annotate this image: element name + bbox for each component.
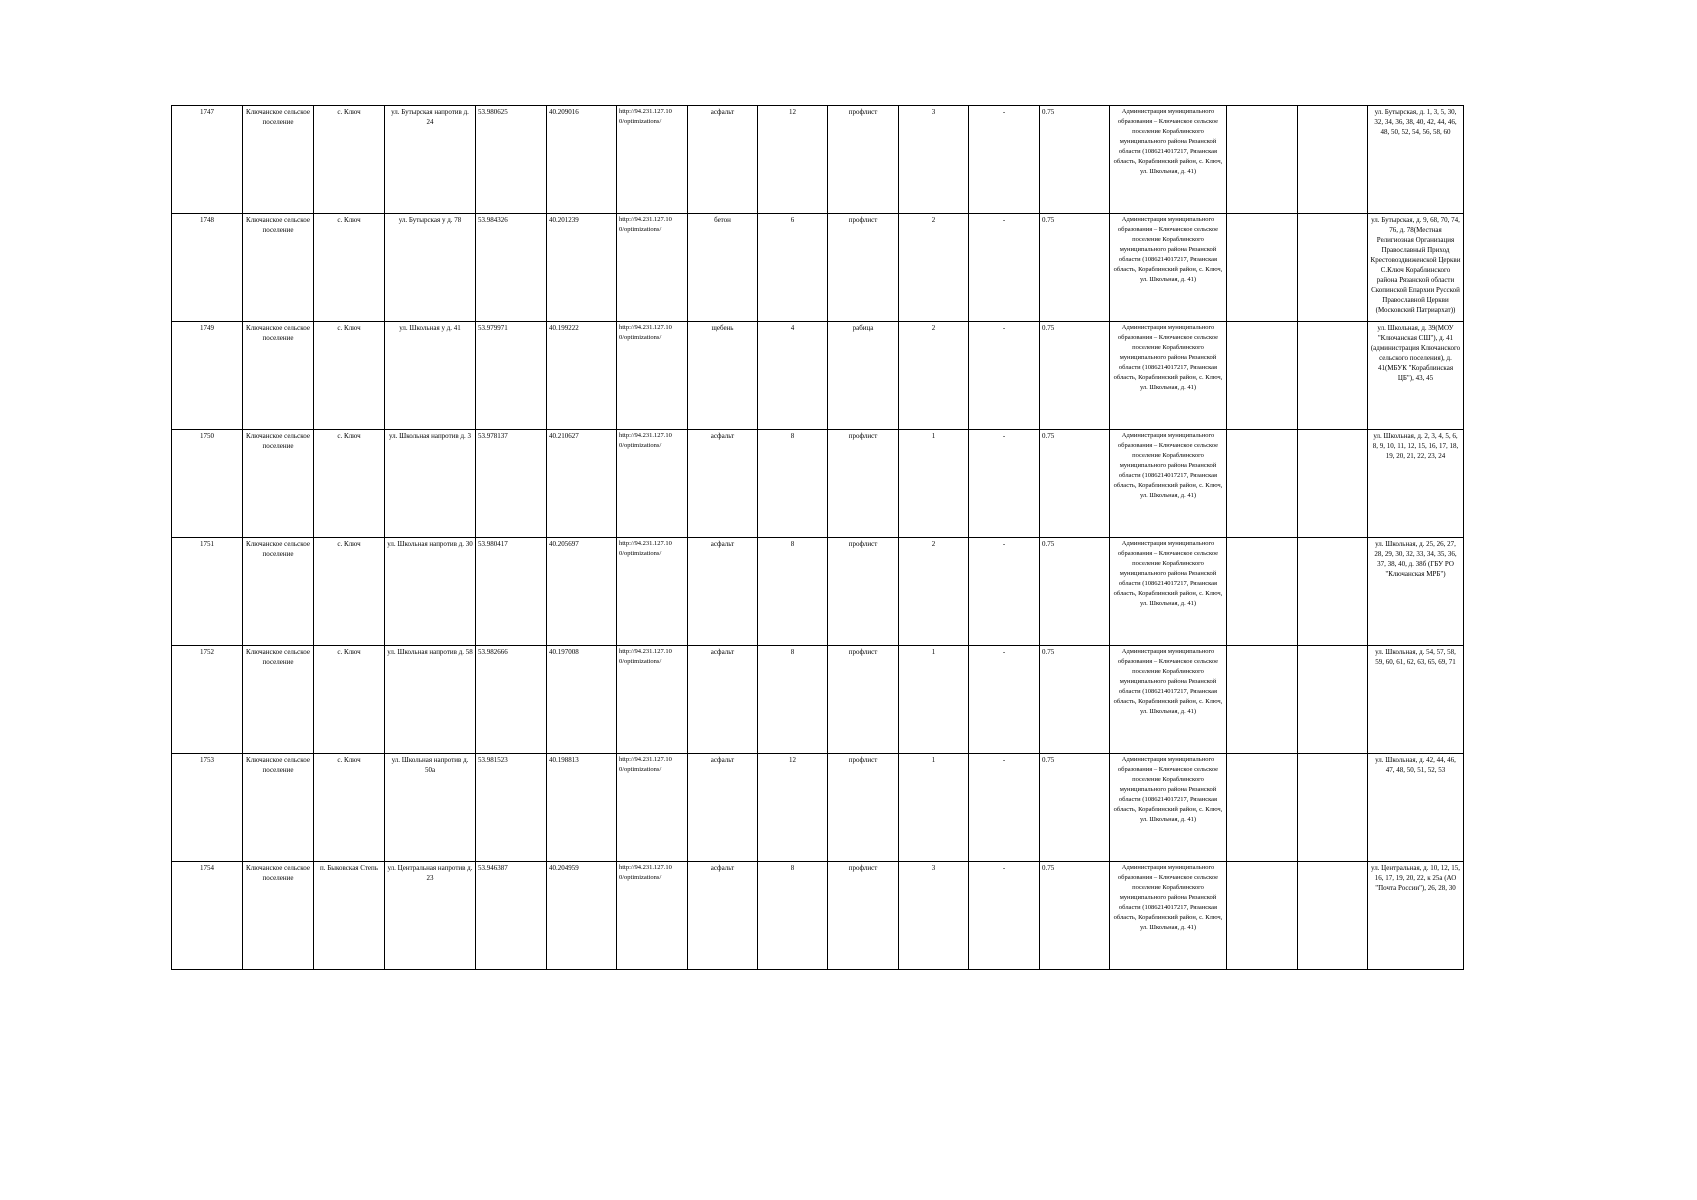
- table-row: [172, 754, 1464, 862]
- latitude: 53.980417: [476, 538, 547, 646]
- table-row: [172, 538, 1464, 646]
- site-address: ул. Школьная напротив д. 3: [385, 430, 476, 538]
- surface-type: асфальт: [688, 754, 758, 862]
- site-area: 8: [758, 862, 828, 970]
- site-owner: Администрация муниципального образования – Ключанское сельское поселение Кораблинского муниципального района Рязанской области (1086214017217, Рязанская область, Кораблинский район, с. Ключ, ул. Школьная, д. 41): [1110, 646, 1227, 754]
- served-addresses: ул. Центральная, д. 10, 12, 15, 16, 17, 19, 20, 22, к 25а (АО "Почта России"), 26, 28, 30: [1368, 862, 1464, 970]
- table-row: [172, 322, 1464, 430]
- latitude: 53.982666: [476, 646, 547, 754]
- site-area: 8: [758, 538, 828, 646]
- empty-value: -: [969, 214, 1040, 322]
- empty-cell: [1227, 754, 1298, 862]
- container-volume: 0.75: [1040, 322, 1110, 430]
- site-address: ул. Центральная напротив д. 23: [385, 862, 476, 970]
- locality-name: с. Ключ: [314, 106, 385, 214]
- surface-type: асфальт: [688, 538, 758, 646]
- served-addresses: ул. Школьная, д. 54, 57, 58, 59, 60, 61, 62, 63, 65, 69, 71: [1368, 646, 1464, 754]
- empty-cell: [1298, 430, 1368, 538]
- site-area: 8: [758, 430, 828, 538]
- site-address: ул. Школьная напротив д. 58: [385, 646, 476, 754]
- map-link: http://94.231.127.10 0/optimizations/: [617, 862, 688, 970]
- surface-type: асфальт: [688, 430, 758, 538]
- latitude: 53.946387: [476, 862, 547, 970]
- site-area: 12: [758, 106, 828, 214]
- row-number: 1749: [172, 322, 243, 430]
- latitude: 53.984326: [476, 214, 547, 322]
- empty-cell: [1227, 322, 1298, 430]
- site-owner: Администрация муниципального образования – Ключанское сельское поселение Кораблинского муниципального района Рязанской области (1086214017217, Рязанская область, Кораблинский район, с. Ключ, ул. Школьная, д. 41): [1110, 538, 1227, 646]
- empty-value: -: [969, 106, 1040, 214]
- empty-cell: [1227, 430, 1298, 538]
- empty-cell: [1298, 538, 1368, 646]
- container-count: 1: [899, 754, 969, 862]
- row-number: 1750: [172, 430, 243, 538]
- table-row: [172, 862, 1464, 970]
- served-addresses: ул. Школьная, д. 25, 26, 27, 28, 29, 30, 32, 33, 34, 35, 36, 37, 38, 40, д. 38б (ГБУ РО "Ключанская МРБ"): [1368, 538, 1464, 646]
- fence-material: профлист: [828, 538, 899, 646]
- settlement-name: Ключанское сельское поселение: [243, 862, 314, 970]
- settlement-name: Ключанское сельское поселение: [243, 214, 314, 322]
- fence-material: профлист: [828, 862, 899, 970]
- row-number: 1747: [172, 106, 243, 214]
- site-owner: Администрация муниципального образования – Ключанское сельское поселение Кораблинского муниципального района Рязанской области (1086214017217, Рязанская область, Кораблинский район, с. Ключ, ул. Школьная, д. 41): [1110, 754, 1227, 862]
- empty-cell: [1227, 214, 1298, 322]
- locality-name: с. Ключ: [314, 646, 385, 754]
- latitude: 53.980625: [476, 106, 547, 214]
- longitude: 40.209016: [547, 106, 617, 214]
- container-count: 3: [899, 862, 969, 970]
- site-address: ул. Школьная напротив д. 50а: [385, 754, 476, 862]
- settlement-name: Ключанское сельское поселение: [243, 322, 314, 430]
- container-count: 2: [899, 538, 969, 646]
- empty-value: -: [969, 646, 1040, 754]
- waste-sites-table: [171, 105, 1464, 970]
- container-volume: 0.75: [1040, 646, 1110, 754]
- longitude: 40.197008: [547, 646, 617, 754]
- longitude: 40.204959: [547, 862, 617, 970]
- site-address: ул. Школьная у д. 41: [385, 322, 476, 430]
- served-addresses: ул. Школьная, д. 2, 3, 4, 5, 6, 8, 9, 10, 11, 12, 15, 16, 17, 18, 19, 20, 21, 22, 23, 24: [1368, 430, 1464, 538]
- latitude: 53.979971: [476, 322, 547, 430]
- settlement-name: Ключанское сельское поселение: [243, 538, 314, 646]
- row-number: 1751: [172, 538, 243, 646]
- container-count: 1: [899, 430, 969, 538]
- fence-material: профлист: [828, 754, 899, 862]
- map-link: http://94.231.127.10 0/optimizations/: [617, 214, 688, 322]
- longitude: 40.201239: [547, 214, 617, 322]
- table-row: [172, 106, 1464, 214]
- row-number: 1754: [172, 862, 243, 970]
- served-addresses: ул. Школьная, д. 39(МОУ "Ключанская СШ"), д. 41 (администрация Ключанского сельского поселения), д. 41(МБУК "Кораблинская ЦБ"), 43, 45: [1368, 322, 1464, 430]
- map-link: http://94.231.127.10 0/optimizations/: [617, 322, 688, 430]
- map-link: http://94.231.127.10 0/optimizations/: [617, 430, 688, 538]
- map-link: http://94.231.127.10 0/optimizations/: [617, 538, 688, 646]
- latitude: 53.978137: [476, 430, 547, 538]
- row-number: 1752: [172, 646, 243, 754]
- container-count: 1: [899, 646, 969, 754]
- map-link: http://94.231.127.10 0/optimizations/: [617, 754, 688, 862]
- site-area: 12: [758, 754, 828, 862]
- empty-cell: [1227, 862, 1298, 970]
- surface-type: асфальт: [688, 646, 758, 754]
- surface-type: асфальт: [688, 106, 758, 214]
- row-number: 1753: [172, 754, 243, 862]
- table-row: [172, 646, 1464, 754]
- served-addresses: ул. Бутырская, д. 1, 3, 5, 30, 32, 34, 36, 38, 40, 42, 44, 46, 48, 50, 52, 54, 56, 58, 60: [1368, 106, 1464, 214]
- fence-material: профлист: [828, 106, 899, 214]
- fence-material: профлист: [828, 214, 899, 322]
- locality-name: с. Ключ: [314, 430, 385, 538]
- longitude: 40.210627: [547, 430, 617, 538]
- container-volume: 0.75: [1040, 430, 1110, 538]
- site-area: 6: [758, 214, 828, 322]
- empty-cell: [1298, 322, 1368, 430]
- empty-cell: [1298, 862, 1368, 970]
- surface-type: щебень: [688, 322, 758, 430]
- fence-material: профлист: [828, 646, 899, 754]
- fence-material: рабица: [828, 322, 899, 430]
- empty-cell: [1227, 646, 1298, 754]
- latitude: 53.981523: [476, 754, 547, 862]
- site-owner: Администрация муниципального образования – Ключанское сельское поселение Кораблинского муниципального района Рязанской области (1086214017217, Рязанская область, Кораблинский район, с. Ключ, ул. Школьная, д. 41): [1110, 106, 1227, 214]
- site-address: ул. Школьная напротив д. 30: [385, 538, 476, 646]
- site-owner: Администрация муниципального образования – Ключанское сельское поселение Кораблинского муниципального района Рязанской области (1086214017217, Рязанская область, Кораблинский район, с. Ключ, ул. Школьная, д. 41): [1110, 862, 1227, 970]
- table-row: [172, 430, 1464, 538]
- site-owner: Администрация муниципального образования – Ключанское сельское поселение Кораблинского муниципального района Рязанской области (1086214017217, Рязанская область, Кораблинский район, с. Ключ, ул. Школьная, д. 41): [1110, 430, 1227, 538]
- container-volume: 0.75: [1040, 754, 1110, 862]
- settlement-name: Ключанское сельское поселение: [243, 754, 314, 862]
- locality-name: с. Ключ: [314, 322, 385, 430]
- locality-name: с. Ключ: [314, 214, 385, 322]
- longitude: 40.198813: [547, 754, 617, 862]
- site-area: 8: [758, 646, 828, 754]
- table-row: [172, 214, 1464, 322]
- longitude: 40.199222: [547, 322, 617, 430]
- settlement-name: Ключанское сельское поселение: [243, 430, 314, 538]
- longitude: 40.205697: [547, 538, 617, 646]
- site-owner: Администрация муниципального образования – Ключанское сельское поселение Кораблинского муниципального района Рязанской области (1086214017217, Рязанская область, Кораблинский район, с. Ключ, ул. Школьная, д. 41): [1110, 214, 1227, 322]
- map-link: http://94.231.127.10 0/optimizations/: [617, 106, 688, 214]
- container-count: 2: [899, 214, 969, 322]
- empty-cell: [1227, 538, 1298, 646]
- container-volume: 0.75: [1040, 862, 1110, 970]
- locality-name: с. Ключ: [314, 538, 385, 646]
- empty-value: -: [969, 754, 1040, 862]
- empty-cell: [1298, 214, 1368, 322]
- site-area: 4: [758, 322, 828, 430]
- site-owner: Администрация муниципального образования – Ключанское сельское поселение Кораблинского муниципального района Рязанской области (1086214017217, Рязанская область, Кораблинский район, с. Ключ, ул. Школьная, д. 41): [1110, 322, 1227, 430]
- served-addresses: ул. Бутырская, д. 9, 68, 70, 74, 76, д. 78(Местная Религиозная Организация Православный Приход Крестовоздвиженской Церкви С.Ключ Кораблинского района Рязанской области Скопинской Епархии Русской Православной Церкви (Московский Патриархат)): [1368, 214, 1464, 322]
- empty-cell: [1298, 646, 1368, 754]
- empty-value: -: [969, 430, 1040, 538]
- served-addresses: ул. Школьная, д. 42, 44, 46, 47, 48, 50, 51, 52, 53: [1368, 754, 1464, 862]
- map-link: http://94.231.127.10 0/optimizations/: [617, 646, 688, 754]
- container-volume: 0.75: [1040, 538, 1110, 646]
- empty-value: -: [969, 862, 1040, 970]
- site-address: ул. Бутырская напротив д. 24: [385, 106, 476, 214]
- empty-value: -: [969, 538, 1040, 646]
- surface-type: асфальт: [688, 862, 758, 970]
- site-address: ул. Бутырская у д. 78: [385, 214, 476, 322]
- empty-cell: [1298, 754, 1368, 862]
- container-count: 3: [899, 106, 969, 214]
- settlement-name: Ключанское сельское поселение: [243, 106, 314, 214]
- empty-cell: [1227, 106, 1298, 214]
- row-number: 1748: [172, 214, 243, 322]
- container-count: 2: [899, 322, 969, 430]
- locality-name: п. Быковская Степь: [314, 862, 385, 970]
- empty-value: -: [969, 322, 1040, 430]
- settlement-name: Ключанское сельское поселение: [243, 646, 314, 754]
- surface-type: бетон: [688, 214, 758, 322]
- empty-cell: [1298, 106, 1368, 214]
- fence-material: профлист: [828, 430, 899, 538]
- container-volume: 0.75: [1040, 214, 1110, 322]
- container-volume: 0.75: [1040, 106, 1110, 214]
- locality-name: с. Ключ: [314, 754, 385, 862]
